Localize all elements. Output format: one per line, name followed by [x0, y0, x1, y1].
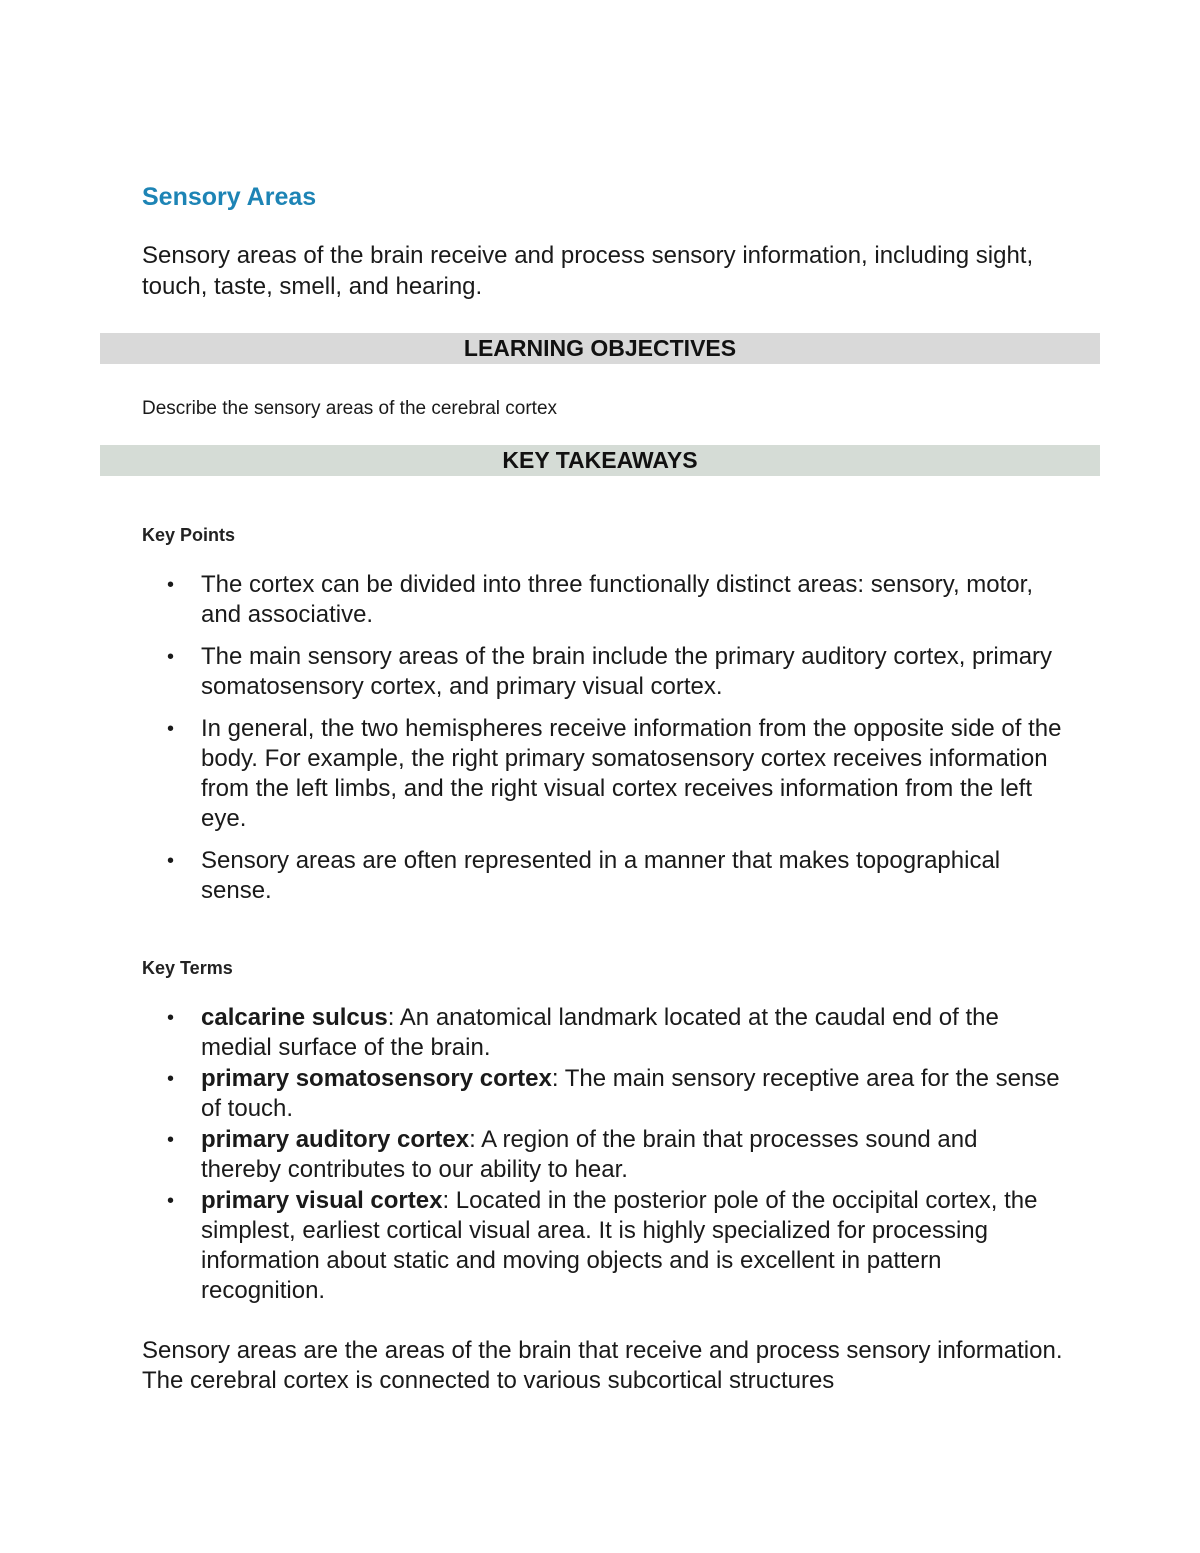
bullet-icon: •: [167, 1007, 175, 1029]
list-item: [142, 1125, 1062, 1185]
key-points-list: [142, 570, 1062, 918]
list-item: [142, 1186, 1062, 1306]
key-point-text: The main sensory areas of the brain include the primary auditory cortex, primary somatosensory cortex, and primary visual cortex.: [201, 643, 1053, 700]
page-title: Sensory Areas: [142, 183, 317, 211]
list-item: [142, 714, 1062, 834]
key-point-text: Sensory areas are often represented in a manner that makes topographical sense.: [201, 847, 1001, 904]
key-term: primary visual cortex: [201, 1187, 443, 1214]
key-point-text: The cortex can be divided into three functionally distinct areas: sensory, motor, and associative.: [201, 571, 1033, 628]
key-terms-heading: Key Terms: [142, 958, 233, 978]
bullet-icon: •: [167, 1068, 175, 1090]
list-item: [142, 1003, 1062, 1063]
bullet-icon: •: [167, 574, 175, 596]
list-item: [142, 846, 1062, 906]
key-term-definition: : A region of the brain that processes sound and thereby contributes to our ability to hear.: [201, 1126, 978, 1183]
key-term: primary auditory cortex: [201, 1126, 470, 1153]
key-points-heading: Key Points: [142, 525, 236, 545]
learning-objective-text: Describe the sensory areas of the cerebral cortex: [142, 398, 558, 419]
key-point-text: In general, the two hemispheres receive information from the opposite side of the body. For example, the right primary somatosensory cortex receives information from the left limbs, and the right visual cortex receives information from the left eye.: [201, 715, 1062, 832]
closing-paragraph: Sensory areas are the areas of the brain that receive and process sensory information. The cerebral cortex is connected to various subcortical structures: [142, 1337, 1063, 1394]
list-item: [142, 570, 1062, 630]
intro-paragraph: Sensory areas of the brain receive and process sensory information, including sight, touch, taste, smell, and hearing.: [142, 242, 1034, 300]
learning-objectives-heading: LEARNING OBJECTIVES: [100, 333, 1100, 364]
key-term-definition: : An anatomical landmark located at the caudal end of the medial surface of the brain.: [201, 1004, 999, 1061]
list-item: [142, 642, 1062, 702]
key-term-definition: : Located in the posterior pole of the occipital cortex, the simplest, earliest cortical visual area. It is highly specialized for processing information about static and moving objects and is excellent in pattern recognition.: [201, 1187, 1038, 1304]
key-term: primary somatosensory cortex: [201, 1065, 552, 1092]
key-term-definition: : The main sensory receptive area for the sense of touch.: [201, 1065, 1060, 1122]
bullet-icon: •: [167, 850, 175, 872]
key-term: calcarine sulcus: [201, 1004, 388, 1031]
bullet-icon: •: [167, 1190, 175, 1212]
bullet-icon: •: [167, 1129, 175, 1151]
key-takeaways-heading: KEY TAKEAWAYS: [100, 445, 1100, 476]
key-terms-list: [142, 1003, 1062, 1307]
list-item: [142, 1064, 1062, 1124]
bullet-icon: •: [167, 646, 175, 668]
bullet-icon: •: [167, 718, 175, 740]
